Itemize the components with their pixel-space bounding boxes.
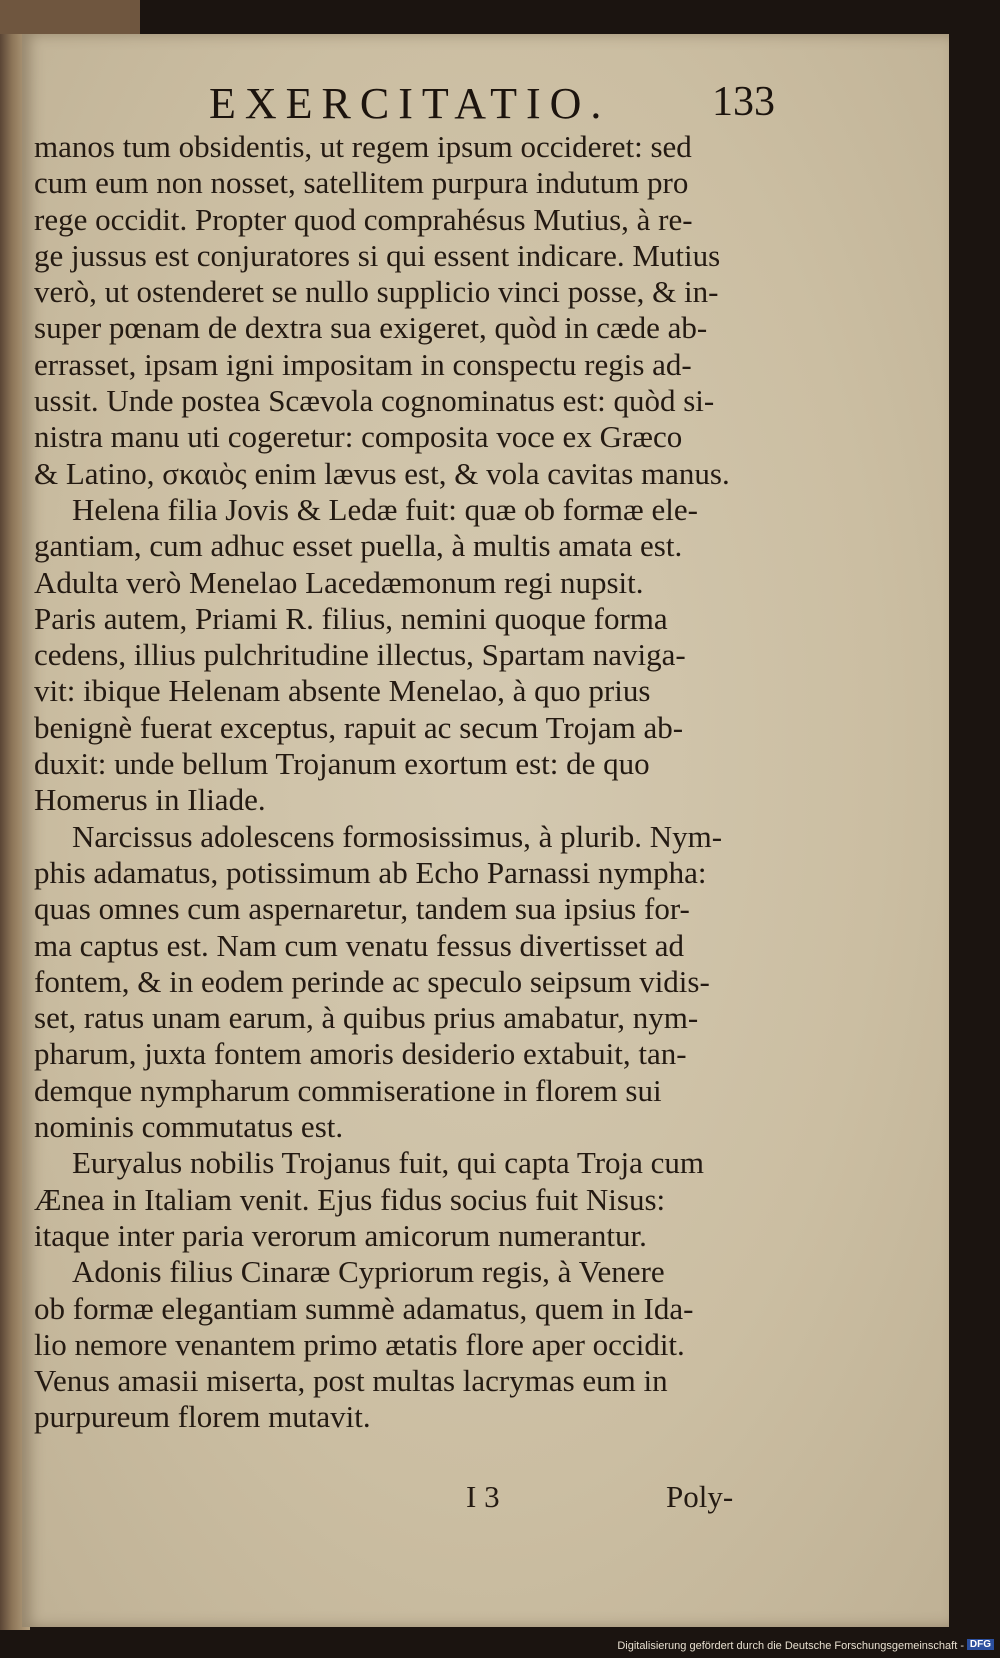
text-line: Adulta verò Menelao Lacedæmonum regi nupsit. — [34, 564, 644, 600]
text-line: gantiam, cum adhuc esset puella, à multis amata est. — [34, 528, 683, 564]
text-line: & Latino, σκαιὸς enim lævus est, & vola cavitas manus. — [34, 455, 730, 491]
book-page — [22, 34, 949, 1627]
digitization-footer — [0, 1636, 1000, 1658]
binding-corner — [0, 0, 140, 34]
signature-mark: I 3 — [466, 1479, 500, 1514]
text-line: phis adamatus, potissimum ab Echo Parnassi nympha: — [34, 854, 707, 890]
text-line: Helena filia Jovis & Ledæ fuit: quæ ob formæ ele- — [72, 491, 698, 527]
text-line: lio nemore venantem primo ætatis flore aper occidit. — [34, 1326, 685, 1362]
text-line: demque nympharum commiseratione in florem sui — [34, 1072, 662, 1108]
dfg-logo: DFG — [967, 1639, 994, 1650]
text-line: Euryalus nobilis Trojanus fuit, qui capta Troja cum — [72, 1145, 705, 1181]
text-line: ge jussus est conjuratores si qui essent indicare. Mutius — [34, 237, 721, 273]
text-line: itaque inter paria verorum amicorum numerantur. — [34, 1217, 647, 1253]
page-foot — [34, 1479, 784, 1519]
funding-credit: Digitalisierung gefördert durch die Deutsche Forschungsgemeinschaft - — [617, 1640, 964, 1652]
text-line: ma captus est. Nam cum venatu fessus divertisset ad — [34, 927, 684, 963]
text-line: ob formæ elegantiam summè adamatus, quem in Ida- — [34, 1290, 694, 1326]
text-line: vit: ibique Helenam absente Menelao, à quo prius — [34, 673, 651, 709]
text-line: cum eum non nosset, satellitem purpura indutum pro — [34, 165, 689, 201]
text-line: duxit: unde bellum Trojanum exortum est: de quo — [34, 746, 650, 782]
text-line: rege occidit. Propter quod comprahésus Mutius, à re- — [34, 201, 693, 237]
text-line: verò, ut ostenderet se nullo supplicio vinci posse, & in- — [34, 274, 719, 310]
text-line: Ænea in Italiam venit. Ejus fidus socius fuit Nisus: — [34, 1181, 666, 1217]
text-line: cedens, illius pulchritudine illectus, Spartam naviga- — [34, 637, 686, 673]
body-text — [34, 129, 784, 1436]
text-line: pharum, juxta fontem amoris desiderio extabuit, tan- — [34, 1036, 687, 1072]
text-line: ussit. Unde postea Scævola cognominatus est: quòd si- — [34, 383, 715, 419]
text-line: Adonis filius Cinaræ Cypriorum regis, à Venere — [72, 1254, 665, 1290]
text-line: benignè fuerat exceptus, rapuit ac secum Trojam ab- — [34, 709, 684, 745]
text-line: quas omnes cum aspernaretur, tandem sua ipsius for- — [34, 891, 690, 927]
text-line: fontem, & in eodem perinde ac speculo seipsum vidis- — [34, 963, 710, 999]
text-line: errasset, ipsam igni impositam in conspectu regis ad- — [34, 346, 692, 382]
text-line: manos tum obsidentis, ut regem ipsum occideret: sed — [34, 129, 692, 164]
running-title: EXERCITATIO. — [209, 79, 611, 128]
catchword: Poly- — [666, 1479, 734, 1514]
text-line: Venus amasii miserta, post multas lacrymas eum in — [34, 1363, 668, 1399]
text-line: nistra manu uti cogeretur: composita voce ex Græco — [34, 419, 683, 455]
text-line: Paris autem, Priami R. filius, nemini quoque forma — [34, 600, 668, 636]
text-line: nominis commutatus est. — [34, 1109, 344, 1145]
text-line: Narcissus adolescens formosissimus, à plurib. Nym- — [72, 818, 723, 854]
text-line: purpureum florem mutavit. — [34, 1399, 371, 1435]
text-line: super pœnam de dextra sua exigeret, quòd in cæde ab- — [34, 310, 708, 346]
text-line: Homerus in Iliade. — [34, 782, 266, 818]
page-number: 133 — [712, 79, 775, 125]
text-line: set, ratus unam earum, à quibus prius amabatur, nym- — [34, 1000, 699, 1036]
